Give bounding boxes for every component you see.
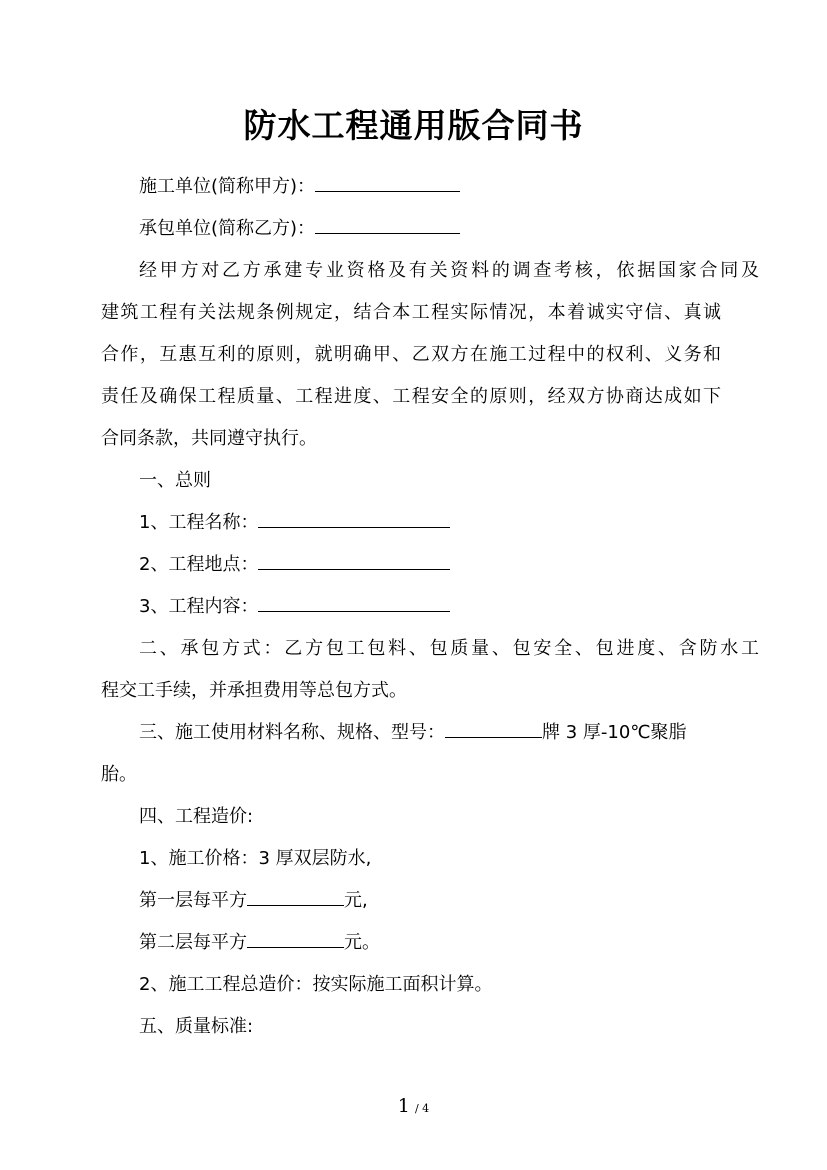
party-b-blank bbox=[315, 213, 460, 234]
project-name-blank bbox=[258, 507, 450, 528]
project-location-label: 2、工程地点： bbox=[139, 554, 259, 575]
layer-1-line bbox=[101, 880, 759, 922]
party-a-blank bbox=[315, 171, 460, 192]
total-pages: / 4 bbox=[414, 1102, 430, 1115]
section-1-heading: 一、总则 bbox=[139, 470, 211, 491]
layer-2-price-blank bbox=[247, 927, 344, 948]
page-number bbox=[0, 1095, 827, 1117]
layer-2-prefix: 第二层每平方 bbox=[139, 932, 247, 953]
section-5-heading: 五、质量标准: bbox=[139, 1016, 254, 1037]
section-3-line-2: 胎。 bbox=[101, 764, 137, 785]
project-location-blank bbox=[258, 549, 450, 570]
layer-1-suffix: 元, bbox=[344, 890, 368, 911]
project-name-line bbox=[101, 502, 759, 544]
layer-1-prefix: 第一层每平方 bbox=[139, 890, 247, 911]
project-content-blank bbox=[258, 591, 450, 612]
party-a-label: 施工单位(简称甲方)： bbox=[139, 176, 316, 197]
party-b-label: 承包单位(简称乙方)： bbox=[139, 218, 316, 239]
current-page-number: 1 bbox=[397, 1095, 410, 1117]
intro-line-3: 合作，互惠互利的原则，就明确甲、乙双方在施工过程中的权利、义务和 bbox=[101, 344, 721, 365]
section-2-line-1: 二、承包方式：乙方包工包料、包质量、包安全、包进度、含防水工 bbox=[139, 638, 759, 659]
project-name-label: 1、工程名称： bbox=[139, 512, 259, 533]
intro-line-2: 建筑工程有关法规条例规定，结合本工程实际情况，本着诚实守信、真诚 bbox=[101, 302, 721, 323]
project-content-label: 3、工程内容： bbox=[139, 596, 259, 617]
project-location-line bbox=[101, 544, 759, 586]
party-a-line bbox=[101, 166, 759, 208]
section-3-line-1 bbox=[101, 712, 759, 754]
material-brand-blank bbox=[445, 717, 542, 738]
section-2-line-2: 程交工手续，并承担费用等总包方式。 bbox=[101, 680, 407, 701]
document-title: 防水工程通用版合同书 bbox=[243, 106, 584, 145]
layer-2-line bbox=[101, 922, 759, 964]
price-item-1: 1、施工价格：3 厚双层防水, bbox=[139, 848, 372, 869]
project-content-line bbox=[101, 586, 759, 628]
section-4-heading: 四、工程造价: bbox=[139, 806, 254, 827]
price-item-2: 2、施工工程总造价：按实际施工面积计算。 bbox=[139, 974, 493, 995]
section-3-suffix: 牌 3 厚-10℃聚脂 bbox=[542, 722, 687, 743]
intro-line-5: 合同条款，共同遵守执行。 bbox=[101, 428, 317, 449]
layer-2-suffix: 元。 bbox=[344, 932, 380, 953]
layer-1-price-blank bbox=[247, 885, 344, 906]
party-b-line bbox=[101, 208, 759, 250]
intro-line-1: 经甲方对乙方承建专业资格及有关资料的调查考核，依据国家合同及 bbox=[139, 260, 759, 281]
intro-line-4: 责任及确保工程质量、工程进度、工程安全的原则，经双方协商达成如下 bbox=[101, 386, 721, 407]
section-3-prefix: 三、施工使用材料名称、规格、型号： bbox=[139, 722, 445, 743]
